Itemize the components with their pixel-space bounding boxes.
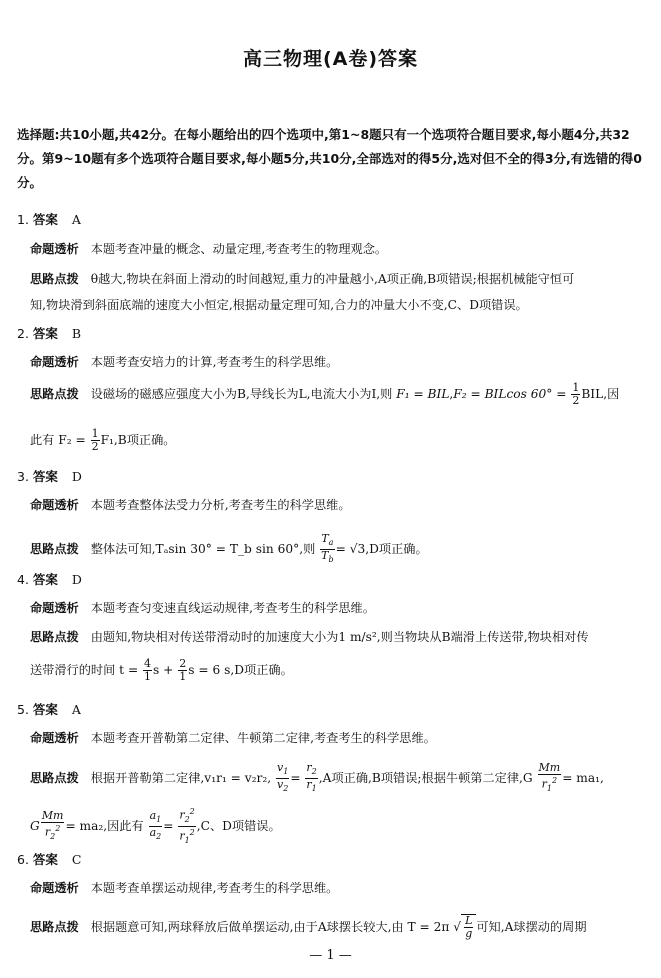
q4-analysis xyxy=(30,599,375,616)
q2-analysis xyxy=(30,353,338,370)
q4-hint-label: 思路点拨 xyxy=(30,630,79,644)
q5-line2-end: ,C、D项错误。 xyxy=(196,818,281,833)
q4-hint xyxy=(30,628,589,645)
q5-hint-line2: G $\frac{Mm}{r_2^2}$ = ma₂,因此有 $\frac{a_1}{a_2}$ = $\frac{r_2^2}{r_1^2}$ ,C、D项错误。 xyxy=(30,807,281,845)
q5-hint-pre: 根据开普勒第二定律,v₁r₁ = v₂r₂, xyxy=(90,771,272,786)
q2-f1: F₁ = BIL xyxy=(396,387,450,401)
q1-hint-label: 思路点拨 xyxy=(30,272,79,286)
q5-radius-sq-ratio: $\frac{r_2^2}{r_1^2}$ xyxy=(179,807,195,845)
q6-analysis-label: 命题透析 xyxy=(30,881,79,895)
q2-analysis-text: 本题考查安培力的计算,考查考生的科学思维。 xyxy=(90,355,339,369)
q1-answer-label: 答案 xyxy=(32,212,58,227)
q4-line2-pre: 送带滑行的时间 t = xyxy=(30,663,139,677)
q1-hint xyxy=(30,270,574,287)
q6-header xyxy=(17,850,82,868)
q6-answer-value: C xyxy=(71,852,82,867)
q6-answer-label: 答案 xyxy=(32,852,58,867)
q2-hint: 思路点拨 设磁场的磁感应强度大小为B,导线长为L,电流大小为I,则 F₁ = BIL,F₂ = BILcos 60° = $\frac{1}{2}$ BIL,因 xyxy=(30,381,620,407)
q6-number: 6. xyxy=(17,852,29,867)
q5-gravity-fraction-2: $\frac{Mm}{r_2^2}$ xyxy=(41,808,64,841)
q2-f2: F₂ = BILcos 60° = xyxy=(453,387,567,401)
q4-hint-line2: 送带滑行的时间 t = $\frac{4}{1}$ s + $\frac{2}{1}$ s = 6 s,D项正确。 xyxy=(30,657,293,683)
q6-hint xyxy=(30,914,587,940)
q5-line2-tail: = ma₂,因此有 xyxy=(65,818,144,833)
intro-paragraph: 选择题:共10小题,共42分。在每小题给出的四个选项中,第1~8题只有一个选项符合题目要求,每小题4分,共32分。第9~10题有多个选项符合题目要求,每小题5分,共10分,全部选对的得5分,选对但不全的得3分,有选错的得0分。 xyxy=(17,127,642,190)
q2-hint-line2 xyxy=(30,428,176,453)
q5-number: 5. xyxy=(17,702,29,717)
q3-analysis-label: 命题透析 xyxy=(30,498,79,512)
q4-header xyxy=(17,570,82,588)
q2-number: 2. xyxy=(17,326,29,341)
q2-hint-label: 思路点拨 xyxy=(30,387,79,401)
q1-hint-line1: θ越大,物块在斜面上滑动的时间越短,重力的冲量越小,A项正确,B项错误;根据机械能守恒可 xyxy=(90,272,575,286)
q4-analysis-label: 命题透析 xyxy=(30,601,79,615)
q6-length-ratio: $\frac{L}{g}$ xyxy=(465,914,473,940)
q4-answer-value: D xyxy=(71,572,82,587)
q1-number: 1. xyxy=(17,212,29,227)
q2-header xyxy=(17,324,81,342)
q2-line2-tail: F₁,B项正确。 xyxy=(100,433,176,447)
q2-answer-label: 答案 xyxy=(32,326,58,341)
q6-analysis xyxy=(30,879,338,896)
q3-analysis-text: 本题考查整体法受力分析,考查考生的科学思维。 xyxy=(90,498,351,512)
q3-hint-label: 思路点拨 xyxy=(30,542,79,557)
q1-header xyxy=(17,210,81,228)
q2-half-fraction: $\frac{1}{2}$ xyxy=(572,381,580,407)
q5-hint: 思路点拨 根据开普勒第二定律,v₁r₁ = v₂r₂, $\frac{v_1}{v_2}$ = $\frac{r_2}{r_1}$ ,A项正确,B项错误;根据牛顿第二定律,G $\frac{Mm}{r_1^2}$ = ma₁, xyxy=(30,761,604,794)
q5-analysis-label: 命题透析 xyxy=(30,731,79,745)
q3-hint-tail: = √3,D项正确。 xyxy=(335,542,428,557)
q2-hint-pre: 设磁场的磁感应强度大小为B,导线长为L,电流大小为I,则 xyxy=(90,387,393,401)
q3-header xyxy=(17,467,82,485)
q2-answer-value: B xyxy=(71,326,82,341)
q1-analysis xyxy=(30,240,387,257)
q4-number: 4. xyxy=(17,572,29,587)
q5-accel-ratio: $\frac{a_1}{a_2}$ xyxy=(149,808,162,842)
q3-hint xyxy=(30,533,428,566)
q1-analysis-label: 命题透析 xyxy=(30,242,79,256)
q3-answer-value: D xyxy=(71,469,82,484)
q5-hint-label: 思路点拨 xyxy=(30,771,79,786)
q4-fraction-2: $\frac{2}{1}$ xyxy=(179,657,187,683)
q4-fraction-1: $\frac{4}{1}$ xyxy=(144,657,152,683)
page-title: 高三物理(A卷)答案 xyxy=(242,48,419,70)
q5-radius-ratio: $\frac{r_2}{r_1}$ xyxy=(306,761,317,794)
q6-analysis-text: 本题考查单摆运动规律,考查考生的科学思维。 xyxy=(90,881,339,895)
q2-line2-fraction: $\frac{1}{2}$ xyxy=(91,427,99,453)
q2-line2-pre: 此有 F₂ = xyxy=(30,433,86,447)
q4-answer-label: 答案 xyxy=(32,572,58,587)
q3-answer-label: 答案 xyxy=(32,469,58,484)
q3-analysis xyxy=(30,496,351,513)
q5-answer-label: 答案 xyxy=(32,702,58,717)
q1-answer-value: A xyxy=(71,212,81,227)
q2-analysis-label: 命题透析 xyxy=(30,355,79,369)
q5-answer-value: A xyxy=(71,702,81,717)
q3-hint-pre: 整体法可知,Tₐsin 30° = T_b sin 60°,则 xyxy=(90,542,316,557)
q3-number: 3. xyxy=(17,469,29,484)
q1-hint-line2: 知,物块滑到斜面底端的速度大小恒定,根据动量定理可知,合力的冲量大小不变,C、D项错误。 xyxy=(30,298,528,312)
q5-hint-tail: = ma₁, xyxy=(562,771,604,786)
q5-hint-mid: ,A项正确,B项错误;根据牛顿第二定律,G xyxy=(318,771,533,786)
q4-hint-line1: 由题知,物块相对传送带滑动时的加速度大小为1 m/s²,则当物块从B端滑上传送带,物块相对传 xyxy=(90,630,589,644)
q6-hint-label: 思路点拨 xyxy=(30,920,79,934)
q5-velocity-ratio: $\frac{v_1}{v_2}$ xyxy=(277,761,289,794)
q3-tension-ratio: $\frac{T_a}{T_b}$ xyxy=(321,532,334,565)
q6-hint-tail: 可知,A球摆动的周期 xyxy=(476,920,587,934)
page-number: — 1 — xyxy=(309,948,352,963)
q4-analysis-text: 本题考查匀变速直线运动规律,考查考生的科学思维。 xyxy=(90,601,375,615)
q5-analysis xyxy=(30,729,436,746)
q1-analysis-text: 本题考查冲量的概念、动量定理,考查考生的物理观念。 xyxy=(90,242,388,256)
q6-hint-pre: 根据题意可知,两球释放后做单摆运动,由于A球摆长较大,由 T = 2π xyxy=(90,920,450,934)
q5-gravity-fraction-1: $\frac{Mm}{r_1^2}$ xyxy=(538,761,561,794)
q2-hint-tail: BIL,因 xyxy=(581,387,620,401)
q6-sqrt-expression: √ $\frac{L}{g}$ xyxy=(453,920,476,934)
q5-analysis-text: 本题考查开普勒第二定律、牛顿第二定律,考查考生的科学思维。 xyxy=(90,731,436,745)
q5-header xyxy=(17,700,81,718)
q4-line2-tail: s = 6 s,D项正确。 xyxy=(188,663,293,677)
